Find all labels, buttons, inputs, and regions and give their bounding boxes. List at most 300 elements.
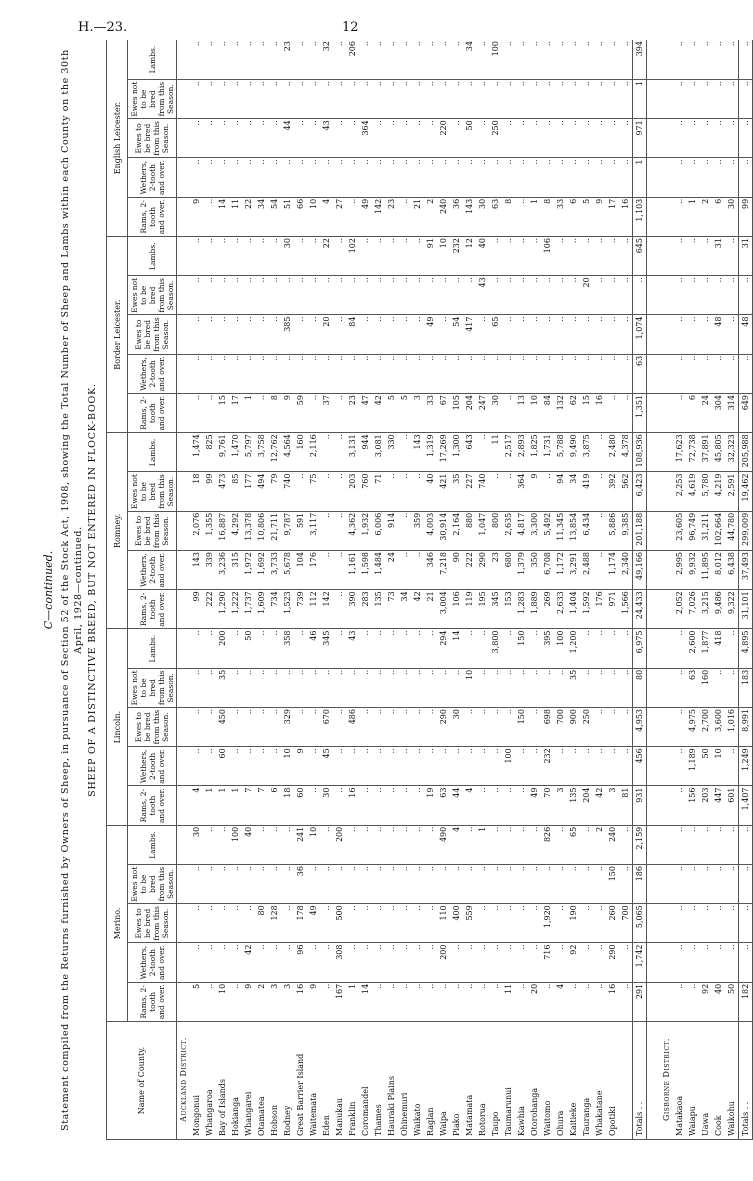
value-cell: .. [619, 158, 633, 197]
value-cell: .. [502, 394, 515, 433]
empty-cell [660, 511, 673, 550]
value-cell: .. [567, 40, 580, 80]
value-cell: .. [567, 747, 580, 786]
value-cell: .. [398, 472, 411, 511]
value-cell: .. [307, 158, 320, 197]
value-cell: .. [528, 943, 541, 982]
value-cell: 79 [268, 472, 281, 511]
value-cell: .. [333, 119, 346, 158]
value-cell: .. [398, 982, 411, 1021]
value-cell: .. [203, 276, 216, 315]
value-cell: 21,711 [268, 511, 281, 550]
value-cell: 11 [502, 982, 515, 1021]
district-title-row [660, 40, 673, 1140]
value-cell: 1,404 [567, 590, 580, 629]
value-cell: 31,101 [739, 590, 753, 629]
value-cell: .. [359, 158, 372, 197]
value-cell: .. [307, 943, 320, 982]
value-cell: 9 [190, 197, 203, 236]
value-cell: .. [580, 668, 593, 707]
value-cell: 24,433 [633, 590, 647, 629]
value-cell: .. [411, 472, 424, 511]
value-cell: 880 [463, 511, 476, 550]
value-cell: .. [229, 276, 242, 315]
empty-cell [177, 747, 191, 786]
value-cell: .. [307, 354, 320, 393]
value-cell: .. [541, 80, 554, 119]
value-cell: 14 [216, 197, 229, 236]
county-name: Waiapu [686, 1022, 699, 1140]
value-cell: .. [424, 747, 437, 786]
empty-cell [647, 590, 661, 629]
empty-cell [177, 315, 191, 354]
county-name: Waikohu [725, 1022, 739, 1140]
value-cell: 17,269 [437, 433, 450, 472]
value-cell: .. [489, 668, 502, 707]
empty-cell [660, 865, 673, 904]
empty-cell [177, 668, 191, 707]
value-cell: 8 [502, 197, 515, 236]
value-cell: .. [580, 80, 593, 119]
value-cell: .. [190, 315, 203, 354]
empty-cell [177, 119, 191, 158]
sub-header-cell: Wethers, 2-tooth and over. [128, 551, 177, 590]
value-cell: 1,407 [739, 786, 753, 825]
value-cell: .. [385, 276, 398, 315]
value-cell: .. [686, 158, 699, 197]
value-cell: 92 [699, 982, 712, 1021]
value-cell: 84 [346, 315, 359, 354]
value-cell: .. [255, 354, 268, 393]
county-name: Ohinemuri [398, 1022, 411, 1140]
value-cell: .. [739, 865, 753, 904]
empty-cell [660, 904, 673, 943]
rotated-table-page [40, 40, 750, 1140]
value-cell: .. [255, 119, 268, 158]
value-cell: 559 [463, 904, 476, 943]
value-cell: .. [673, 982, 686, 1021]
value-cell: .. [268, 276, 281, 315]
value-cell: 178 [294, 904, 307, 943]
value-cell: .. [294, 40, 307, 80]
value-cell: .. [307, 786, 320, 825]
value-cell: .. [242, 747, 255, 786]
value-cell: .. [320, 472, 333, 511]
value-cell: .. [372, 708, 385, 747]
sub-header-cell: Ewes not to be bred from this Season. [128, 472, 177, 511]
value-cell: .. [385, 982, 398, 1021]
value-cell: 19,462 [739, 472, 753, 511]
value-cell: 486 [346, 708, 359, 747]
value-cell: 30,914 [437, 511, 450, 550]
value-cell: .. [385, 943, 398, 982]
value-cell: 96,749 [686, 511, 699, 550]
value-cell: 65 [489, 315, 502, 354]
value-cell: .. [398, 40, 411, 80]
value-cell: .. [216, 865, 229, 904]
value-cell: 591 [294, 511, 307, 550]
value-cell: .. [294, 119, 307, 158]
value-cell: .. [515, 825, 528, 864]
value-cell: 5,065 [633, 904, 647, 943]
value-cell: .. [673, 629, 686, 668]
value-cell: 9,490 [567, 433, 580, 472]
value-cell: 390 [346, 590, 359, 629]
value-cell: .. [489, 865, 502, 904]
empty-cell [647, 119, 661, 158]
value-cell: .. [411, 80, 424, 119]
empty-cell [647, 472, 661, 511]
value-cell: 4,975 [686, 708, 699, 747]
value-cell: 4,378 [619, 433, 633, 472]
value-cell: 66 [294, 197, 307, 236]
table-row [437, 40, 450, 1140]
value-cell: .. [739, 825, 753, 864]
value-cell: 740 [281, 472, 294, 511]
value-cell: .. [255, 276, 268, 315]
value-cell: .. [699, 119, 712, 158]
value-cell: .. [372, 315, 385, 354]
value-cell: .. [333, 590, 346, 629]
empty-cell [660, 590, 673, 629]
value-cell: .. [712, 865, 725, 904]
value-cell: .. [489, 747, 502, 786]
empty-cell [177, 825, 191, 864]
empty-cell [177, 590, 191, 629]
value-cell: .. [437, 276, 450, 315]
value-cell: 195 [476, 590, 489, 629]
sub-header-cell: Lambs. [128, 825, 177, 864]
value-cell: 44,780 [725, 511, 739, 550]
value-cell: 698 [541, 708, 554, 747]
value-cell: .. [712, 158, 725, 197]
value-cell: 364 [359, 119, 372, 158]
value-cell: 24 [385, 551, 398, 590]
value-cell: .. [385, 865, 398, 904]
sub-header-cell: Wethers, 2-tooth and over. [128, 943, 177, 982]
value-cell: 42 [372, 394, 385, 433]
value-cell: 63 [489, 197, 502, 236]
value-cell: .. [229, 982, 242, 1021]
value-cell: 34 [398, 590, 411, 629]
value-cell: .. [281, 668, 294, 707]
value-cell: .. [528, 865, 541, 904]
value-cell: 143 [411, 433, 424, 472]
table-row [567, 40, 580, 1140]
value-cell: 931 [633, 786, 647, 825]
value-cell: .. [450, 276, 463, 315]
value-cell: .. [229, 158, 242, 197]
value-cell: .. [712, 354, 725, 393]
value-cell: 1,047 [476, 511, 489, 550]
value-cell: .. [541, 982, 554, 1021]
empty-cell [647, 511, 661, 550]
value-cell: .. [398, 629, 411, 668]
value-cell: .. [424, 40, 437, 80]
value-cell: 2,159 [633, 825, 647, 864]
value-cell: .. [307, 80, 320, 119]
value-cell: 222 [463, 551, 476, 590]
value-cell: .. [229, 943, 242, 982]
value-cell: 75 [307, 472, 320, 511]
value-cell: .. [372, 825, 385, 864]
value-cell: .. [424, 276, 437, 315]
totals-label: Totals . . [633, 1022, 647, 1140]
sub-header-cell: Ewes not to be bred from this Season. [128, 865, 177, 904]
value-cell: 3,758 [255, 433, 268, 472]
value-cell: 4,362 [346, 511, 359, 550]
value-cell: .. [528, 158, 541, 197]
empty-cell [177, 80, 191, 119]
value-cell: 418 [712, 629, 725, 668]
value-cell: 11,345 [554, 511, 567, 550]
value-cell: .. [359, 825, 372, 864]
value-cell: .. [619, 315, 633, 354]
value-cell: 35 [567, 668, 580, 707]
value-cell: .. [190, 119, 203, 158]
value-cell: .. [268, 119, 281, 158]
value-cell: 419 [580, 472, 593, 511]
value-cell: 9,322 [725, 590, 739, 629]
sub-header-cell: Wethers, 2-tooth and over. [128, 354, 177, 393]
value-cell: .. [554, 158, 567, 197]
value-cell: .. [489, 904, 502, 943]
empty-cell [647, 747, 661, 786]
district-title: Gisborne District. [660, 1022, 673, 1140]
value-cell: 43 [320, 119, 333, 158]
table-row [320, 40, 333, 1140]
value-cell: .. [411, 943, 424, 982]
county-name: Eden [320, 1022, 333, 1140]
value-cell: .. [554, 276, 567, 315]
value-cell: 35 [216, 668, 229, 707]
value-cell: 1,470 [229, 433, 242, 472]
value-cell: 6 [268, 786, 281, 825]
value-cell: .. [673, 276, 686, 315]
value-cell: .. [673, 315, 686, 354]
value-cell: .. [528, 276, 541, 315]
county-name: Rotorua [476, 1022, 489, 1140]
county-name [619, 1022, 633, 1140]
value-cell: .. [229, 708, 242, 747]
value-cell: 6,708 [541, 551, 554, 590]
value-cell: .. [385, 40, 398, 80]
value-cell: 1,103 [633, 197, 647, 236]
value-cell: .. [398, 315, 411, 354]
value-cell: .. [255, 865, 268, 904]
value-cell: .. [673, 197, 686, 236]
value-cell: 160 [699, 668, 712, 707]
value-cell: 1 [633, 158, 647, 197]
value-cell: .. [593, 354, 606, 393]
value-cell: 183 [739, 668, 753, 707]
value-cell: 10,806 [255, 511, 268, 550]
value-cell: 31 [739, 237, 753, 276]
value-cell: .. [463, 158, 476, 197]
table-row [359, 40, 372, 1140]
value-cell: 4,219 [712, 472, 725, 511]
value-cell: .. [333, 158, 346, 197]
value-cell: 3,733 [268, 551, 281, 590]
value-cell: .. [554, 80, 567, 119]
value-cell: .. [593, 119, 606, 158]
value-cell: 1,484 [372, 551, 385, 590]
value-cell: .. [333, 315, 346, 354]
empty-cell [647, 394, 661, 433]
value-cell: .. [411, 865, 424, 904]
value-cell: 4 [190, 786, 203, 825]
value-cell: .. [216, 276, 229, 315]
empty-cell [647, 80, 661, 119]
sheep-breed-table [106, 40, 753, 1140]
value-cell: .. [725, 668, 739, 707]
value-cell: .. [255, 708, 268, 747]
value-cell: 7,026 [686, 590, 699, 629]
value-cell: .. [424, 354, 437, 393]
county-name: Coromandel [359, 1022, 372, 1140]
empty-cell [647, 786, 661, 825]
value-cell: 167 [333, 982, 346, 1021]
value-cell: .. [725, 943, 739, 982]
value-cell: .. [541, 865, 554, 904]
value-cell: 3,117 [307, 511, 320, 550]
value-cell: .. [580, 943, 593, 982]
value-cell: 44 [450, 786, 463, 825]
value-cell: 205,988 [739, 433, 753, 472]
value-cell: .. [580, 904, 593, 943]
value-cell: .. [567, 119, 580, 158]
value-cell: 1,566 [619, 590, 633, 629]
value-cell: .. [541, 668, 554, 707]
value-cell: .. [411, 825, 424, 864]
value-cell: 1,222 [229, 590, 242, 629]
empty-cell [660, 237, 673, 276]
value-cell: 359 [411, 511, 424, 550]
value-cell: 20 [320, 315, 333, 354]
county-name: Opotiki [606, 1022, 619, 1140]
sub-header-cell: Rams, 2-tooth and over. [128, 590, 177, 629]
value-cell: .. [320, 433, 333, 472]
county-name: Otorohanga [528, 1022, 541, 1140]
value-cell: .. [619, 80, 633, 119]
value-cell: 30 [190, 825, 203, 864]
value-cell: .. [372, 158, 385, 197]
value-cell: .. [268, 865, 281, 904]
value-cell: 2 [255, 982, 268, 1021]
value-cell: .. [372, 276, 385, 315]
value-cell: .. [476, 668, 489, 707]
table-row [476, 40, 489, 1140]
value-cell: .. [739, 80, 753, 119]
value-cell: 33 [424, 394, 437, 433]
empty-cell [647, 197, 661, 236]
value-cell: 43 [346, 629, 359, 668]
county-name: Bay of Islands [216, 1022, 229, 1140]
value-cell: .. [528, 825, 541, 864]
value-cell: .. [515, 119, 528, 158]
value-cell: .. [281, 943, 294, 982]
county-name: Taumarunui [502, 1022, 515, 1140]
value-cell: 294 [437, 629, 450, 668]
value-cell: 203 [346, 472, 359, 511]
value-cell: .. [580, 825, 593, 864]
empty-cell [177, 394, 191, 433]
table-row [712, 40, 725, 1140]
value-cell: 5,678 [281, 551, 294, 590]
value-cell: .. [320, 943, 333, 982]
county-name: Piako [450, 1022, 463, 1140]
value-cell: .. [294, 237, 307, 276]
value-cell: 4,292 [229, 511, 242, 550]
value-cell: 4,953 [633, 708, 647, 747]
value-cell: 232 [541, 747, 554, 786]
value-cell: 222 [203, 590, 216, 629]
value-cell: 132 [554, 394, 567, 433]
value-cell: .. [515, 237, 528, 276]
value-cell: .. [294, 354, 307, 393]
value-cell: 1 [203, 786, 216, 825]
value-cell: .. [528, 80, 541, 119]
value-cell: 9 [528, 472, 541, 511]
value-cell: 6,006 [372, 511, 385, 550]
value-cell: .. [541, 119, 554, 158]
value-cell: .. [333, 40, 346, 80]
value-cell: .. [359, 276, 372, 315]
page-number: 12 [342, 20, 359, 35]
value-cell: .. [203, 197, 216, 236]
empty-cell [647, 982, 661, 1021]
value-cell: .. [606, 237, 619, 276]
value-cell: .. [606, 40, 619, 80]
value-cell: .. [411, 551, 424, 590]
value-cell: 1 [528, 197, 541, 236]
value-cell: .. [725, 747, 739, 786]
value-cell: 5,492 [541, 511, 554, 550]
value-cell: 4 [320, 197, 333, 236]
value-cell: 346 [424, 551, 437, 590]
value-cell: .. [725, 904, 739, 943]
empty-cell [647, 551, 661, 590]
value-cell: 269 [541, 590, 554, 629]
value-cell: .. [398, 825, 411, 864]
value-cell: .. [502, 315, 515, 354]
table-row [242, 40, 255, 1140]
value-cell: 13,854 [567, 511, 580, 550]
value-cell: .. [554, 237, 567, 276]
value-cell: .. [502, 943, 515, 982]
value-cell: 4,817 [515, 511, 528, 550]
value-cell: .. [359, 237, 372, 276]
value-cell: .. [346, 197, 359, 236]
value-cell: .. [294, 158, 307, 197]
value-cell: 5 [580, 197, 593, 236]
value-cell: 96 [294, 943, 307, 982]
value-cell: 30 [450, 708, 463, 747]
value-cell: 9,761 [216, 433, 229, 472]
value-cell: .. [268, 708, 281, 747]
value-cell: 9 [593, 197, 606, 236]
value-cell: .. [385, 708, 398, 747]
value-cell: .. [333, 276, 346, 315]
value-cell: 44 [281, 119, 294, 158]
empty-cell [660, 747, 673, 786]
value-cell: .. [673, 668, 686, 707]
value-cell: 13 [515, 394, 528, 433]
value-cell: .. [385, 786, 398, 825]
value-cell: 37,891 [699, 433, 712, 472]
value-cell: .. [255, 668, 268, 707]
value-cell: 177 [242, 472, 255, 511]
